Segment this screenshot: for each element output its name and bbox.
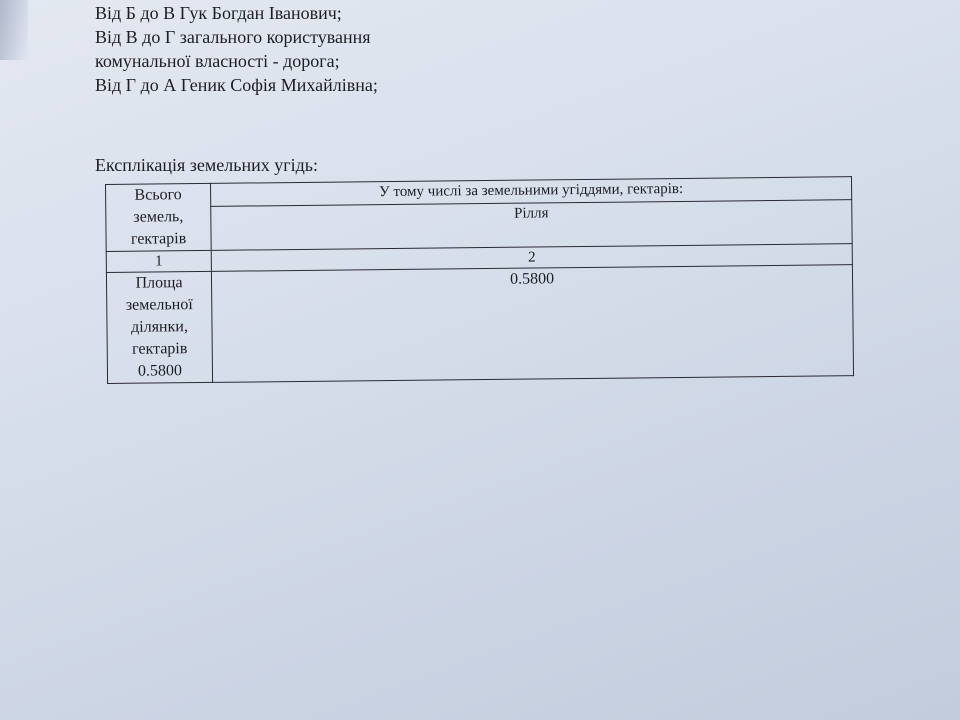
land-explication-table-wrapper — [105, 176, 854, 384]
area-label-line: 0.5800 — [137, 362, 183, 380]
area-label-line: ділянки, — [130, 318, 188, 336]
plot-area-label — [106, 271, 212, 383]
boundary-description — [95, 1, 378, 97]
area-label-line: Площа — [135, 274, 183, 292]
boundary-line: Від Г до А Геник Софія Михайлівна; — [95, 75, 378, 95]
column-number-2: 2 — [211, 244, 852, 272]
area-label-line: гектарів — [131, 340, 188, 358]
explication-caption: Експлікація земельних угідь: — [95, 155, 318, 175]
boundary-line: комунальної власності - дорога; — [95, 51, 340, 71]
land-types-header: У тому числі за земельними угіддями, гектарів: — [210, 177, 851, 206]
header-left-line: гектарів — [130, 230, 187, 248]
area-label-line: земельної — [125, 296, 193, 314]
arable-land-header: Рілля — [211, 199, 852, 250]
page-shadow — [0, 0, 28, 60]
header-left-line: земель, — [133, 208, 184, 226]
boundary-line: Від Б до В Гук Богдан Іванович; — [95, 3, 342, 23]
boundary-line: Від В до Г загального користування — [95, 27, 371, 47]
arable-area-value: 0.5800 — [211, 265, 853, 383]
total-land-header — [106, 183, 212, 251]
header-left-line: Всього — [134, 186, 182, 204]
land-explication-table — [105, 176, 854, 384]
column-number-1: 1 — [106, 250, 211, 272]
